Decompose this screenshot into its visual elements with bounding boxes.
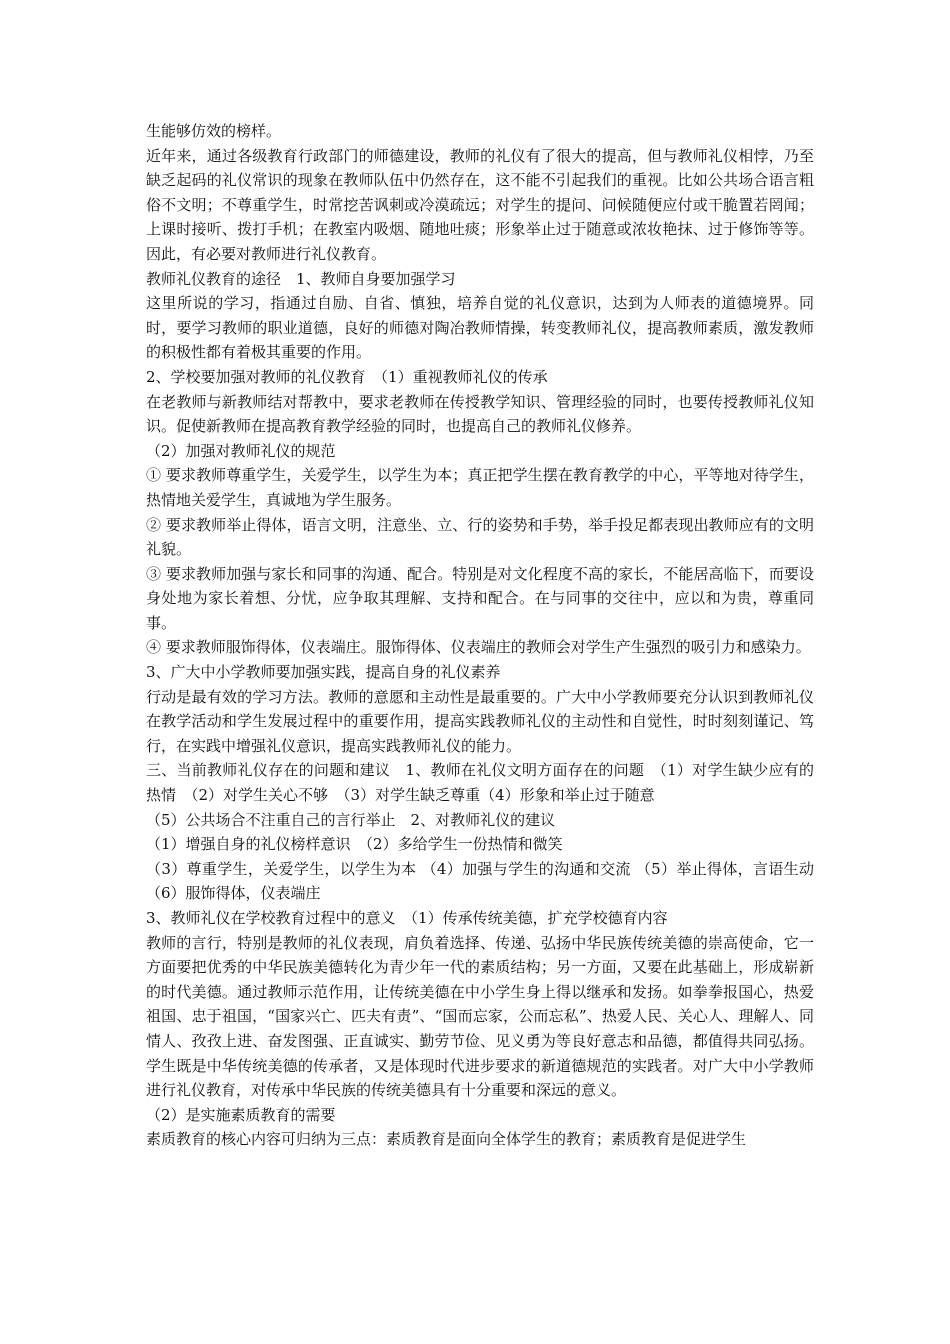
heading-school-education: 2、学校要加强对教师的礼仪教育 （1）重视教师礼仪的传承 <box>146 367 548 386</box>
document-body <box>146 119 830 1152</box>
heading-standards: （2）加强对教师礼仪的规范 <box>146 441 336 460</box>
paragraph-quality-education: 素质教育的核心内容可归纳为三点：素质教育是面向全体学生的教育；素质教育是促进学生 <box>146 1130 747 1149</box>
paragraph-continuation: 生能够仿效的榜样。 <box>146 122 282 140</box>
paragraph-self-study: 这里所说的学习，指通过自励、自省、慎独，培养自觉的礼仪意识，达到为人师表的道德境界。同时，要学习教师的职业道德，良好的师德对陶冶教师情操，转变教师礼仪，提高教师素质，激发教师的积极性都有着极其重要的作用。 <box>146 294 814 362</box>
heading-current-problems: 三、当前教师礼仪存在的问题和建议 1、教师在礼仪文明方面存在的问题 （1）对学生缺少应有的热情 （2）对学生关心不够 （3）对学生缺乏尊重（4）形象和举止过于随意 <box>146 761 814 805</box>
paragraph-suggestions-2: （3）尊重学生，关爱学生，以学生为本 （4）加强与学生的沟通和交流 （5）举止得体，言语生动 （6）服饰得体，仪表端庄 <box>146 859 830 903</box>
heading-practice: 3、广大中小学教师要加强实践，提高自身的礼仪素养 <box>146 663 501 682</box>
list-item-behavior: ② 要求教师举止得体，语言文明，注意坐、立、行的姿势和手势，举手投足都表现出教师应有的文明礼貌。 <box>146 515 814 559</box>
paragraph-mentoring: 在老教师与新教师结对帮教中，要求老教师在传授教学知识、管理经验的同时，也要传授教师礼仪知识。促使新教师在提高教育教学经验的同时，也提高自己的教师礼仪修养。 <box>146 392 814 436</box>
paragraph-problems-5: （5）公共场合不注重自己的言行举止 2、对教师礼仪的建议 <box>146 810 556 829</box>
list-item-communication: ③ 要求教师加强与家长和同事的沟通、配合。特别是对文化程度不高的家长，不能居高临下，而要设身处地为家长着想、分忧，应争取其理解、支持和配合。在与同事的交往中，应以和为贵，尊重同事。 <box>146 564 814 632</box>
heading-significance: 3、教师礼仪在学校教育过程中的意义 （1）传承传统美德，扩充学校德育内容 <box>146 909 668 927</box>
paragraph-suggestions-1: （1）增强自身的礼仪榜样意识 （2）多给学生一份热情和微笑 <box>146 835 563 854</box>
heading-education-approach: 教师礼仪教育的途径 1、教师自身要加强学习 <box>146 269 456 288</box>
list-item-respect-students: ① 要求教师尊重学生，关爱学生，以学生为本；真正把学生摆在教育教学的中心，平等地对待学生，热情地关爱学生，真诚地为学生服务。 <box>146 466 814 509</box>
paragraph-practice: 行动是最有效的学习方法。教师的意愿和主动性是最重要的。广大中小学教师要充分认识到教师礼仪在教学活动和学生发展过程中的重要作用，提高实践教师礼仪的主动性和自觉性，时时刻刻谨记、笃行，在实践中增强礼仪意识，提高实践教师礼仪的能力。 <box>146 687 814 755</box>
paragraph-traditional-virtues: 教师的言行，特别是教师的礼仪表现，肩负着选择、传递、弘扬中华民族传统美德的崇高使命，它一方面要把优秀的中华民族美德转化为青少年一代的素质结构；另一方面，又要在此基础上，形成崭新的时代美德。通过教师示范作用，让传统美德在中小学生身上得以继承和发扬。如拳拳报国心，热爱祖国、忠于祖国，“国家兴亡、匹夫有责”、“国而忘家，公而忘私”、热爱人民、关心人、理解人、同情人、孜孜上进、奋发图强、正直诚实、勤劳节俭、见义勇为等良好意志和品德，都值得共同弘扬。学生既是中华传统美德的传承者，又是体现时代进步要求的新道德规范的实践者。对广大中小学教师进行礼仪教育，对传承中华民族的传统美德具有十分重要和深远的意义。 <box>146 933 814 1100</box>
paragraph-problems-intro: 近年来，通过各级教育行政部门的师德建设，教师的礼仪有了很大的提高，但与教师礼仪相悖，乃至缺乏起码的礼仪常识的现象在教师队伍中仍然存在，这不能不引起我们的重视。比如公共场合语言粗俗不文明；不尊重学生，时常挖苦讽刺或冷漠疏远；对学生的提问、问候随便应付或干脆置若罔闻；上课时接听、拨打手机；在教室内吸烟、随地吐痰；形象举止过于随意或浓妆艳抹、过于修饰等等。因此，有必要对教师进行礼仪教育。 <box>146 146 814 263</box>
list-item-dress: ④ 要求教师服饰得体，仪表端庄。服饰得体、仪表端庄的教师会对学生产生强烈的吸引力和感染力。 <box>146 638 811 657</box>
heading-quality-education: （2）是实施素质教育的需要 <box>146 1105 336 1124</box>
